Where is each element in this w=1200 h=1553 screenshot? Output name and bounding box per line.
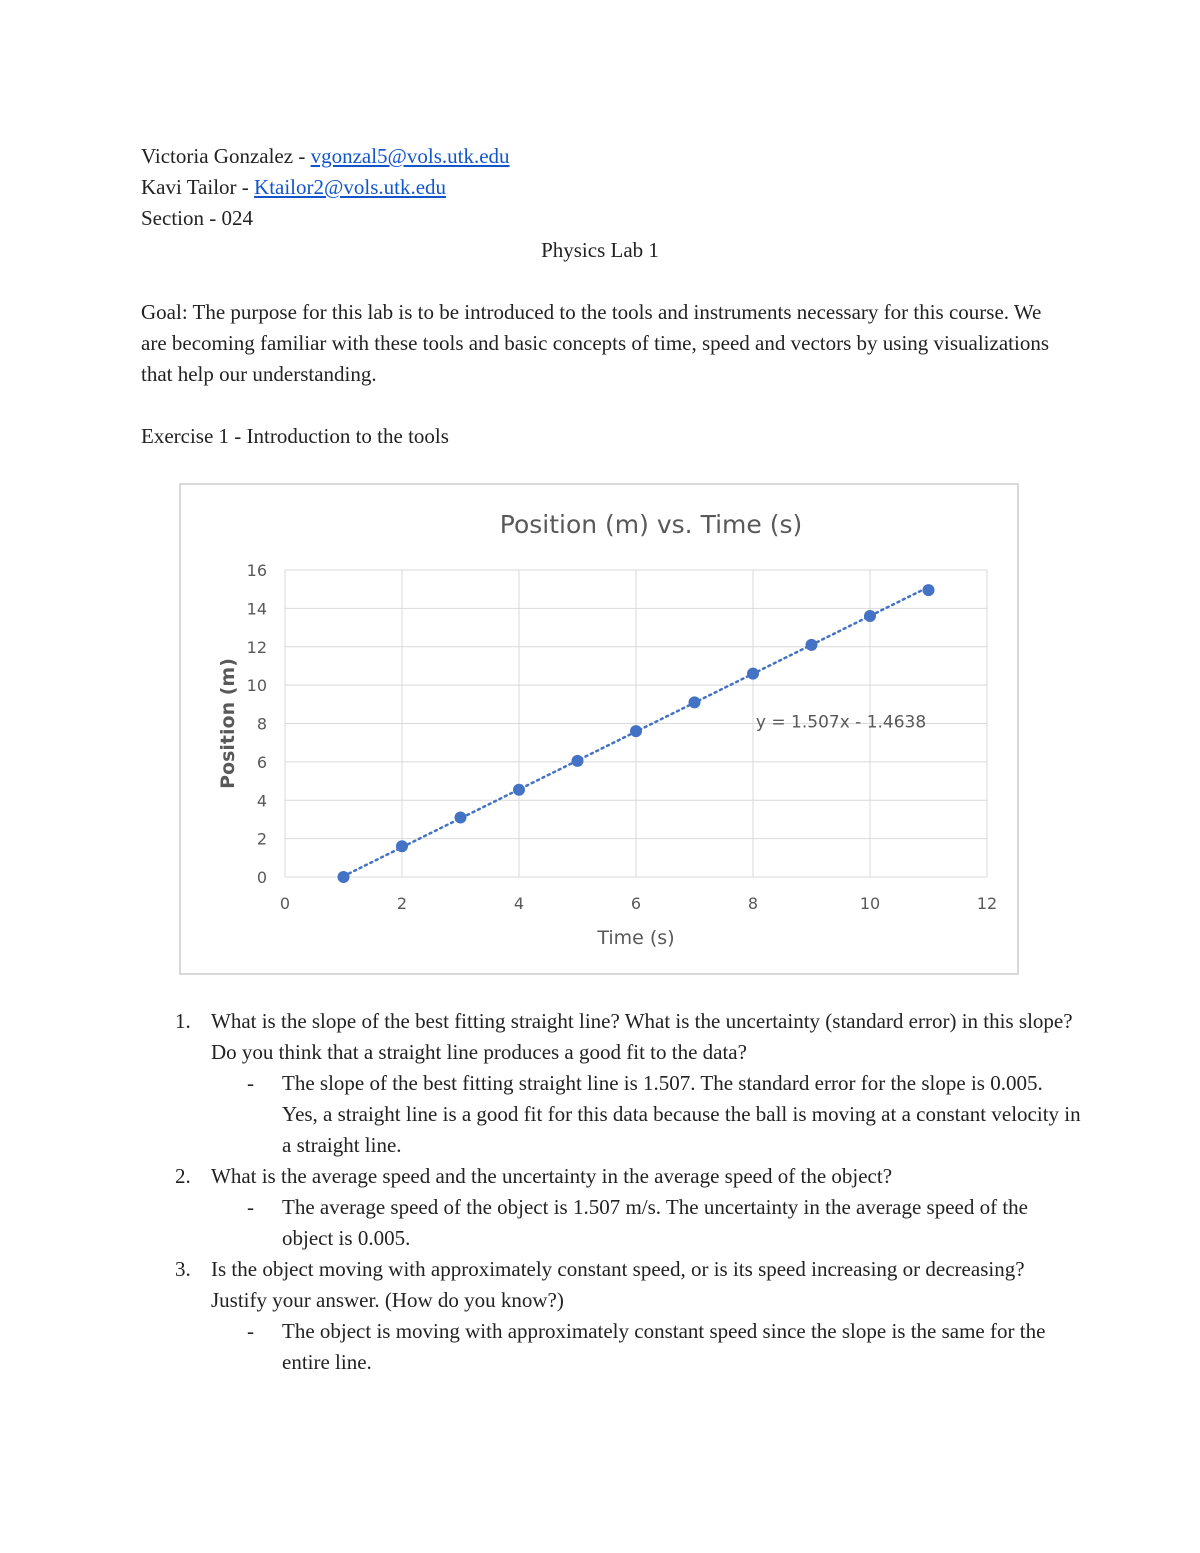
- author-2-name: Kavi Tailor -: [141, 175, 255, 199]
- answer-dash: -: [247, 1071, 254, 1095]
- question-number: 3.: [175, 1257, 191, 1281]
- question-text: What is the average speed and the uncertainty in the average speed of the object?: [211, 1164, 893, 1188]
- data-point: [864, 610, 876, 622]
- y-tick-label: 14: [246, 599, 267, 619]
- answer-item-2: [141, 1192, 1081, 1254]
- question-item-2: [141, 1161, 1081, 1192]
- y-tick-label: 2: [256, 829, 267, 849]
- answer-dash: -: [247, 1319, 254, 1343]
- answer-text: The average speed of the object is 1.507 m/s. The uncertainty in the average speed of the object is 0.005.: [282, 1195, 1029, 1250]
- y-tick-label: 6: [256, 752, 267, 772]
- data-point: [923, 584, 935, 596]
- question-number: 2.: [175, 1164, 191, 1188]
- trendline-equation: y = 1.507x - 1.4638: [755, 712, 927, 733]
- data-point: [572, 755, 584, 767]
- data-point: [747, 668, 759, 680]
- x-tick-label: 0: [279, 894, 291, 913]
- chart-frame: [179, 483, 1019, 975]
- document-title: Physics Lab 1: [541, 238, 659, 262]
- answer-text: The slope of the best fitting straight line is 1.507. The standard error for the slope is 0.005. Yes, a straight line is a good fit for this data because the ball is moving at a constant velocity in a straight line.: [282, 1071, 1081, 1157]
- x-tick-label: 2: [396, 894, 408, 913]
- data-point: [513, 784, 525, 796]
- x-tick-label: 6: [630, 894, 642, 913]
- data-point: [630, 725, 642, 737]
- question-text: Is the object moving with approximately constant speed, or is its speed increasing or decreasing? Justify your answer. (How do you know?): [211, 1257, 1025, 1312]
- answer-item-1: [141, 1068, 1081, 1161]
- section-line: Section - 024: [141, 206, 253, 230]
- data-point: [689, 696, 701, 708]
- y-tick-label: 10: [246, 676, 267, 696]
- question-item-3: [141, 1254, 1081, 1316]
- y-tick-label: 12: [246, 637, 267, 657]
- question-number: 1.: [175, 1009, 191, 1033]
- exercise-heading: Exercise 1 - Introduction to the tools: [141, 424, 449, 448]
- x-tick-label: 12: [976, 894, 998, 913]
- author-1-line: [141, 141, 510, 172]
- author-2-line: [141, 172, 446, 203]
- position-time-chart: [181, 485, 1017, 973]
- y-tick-label: 4: [256, 791, 267, 811]
- question-text: What is the slope of the best fitting straight line? What is the uncertainty (standard error) in this slope? Do you think that a straight line produces a good fit to the data?: [211, 1009, 1073, 1064]
- answer-dash: -: [247, 1195, 254, 1219]
- x-tick-label: 10: [859, 894, 881, 913]
- question-item-1: [141, 1006, 1081, 1068]
- x-axis-label: Time (s): [597, 927, 675, 949]
- goal-paragraph: Goal: The purpose for this lab is to be introduced to the tools and instruments necessary for this course. We are becoming familiar with these tools and basic concepts of time, speed and vectors by using visualizations that help our understanding.: [141, 300, 1050, 386]
- author-2-email-link[interactable]: Ktailor2@vols.utk.edu: [254, 175, 447, 199]
- data-point: [396, 840, 408, 852]
- x-tick-label: 4: [513, 894, 525, 913]
- data-point: [455, 812, 467, 824]
- author-1-name: Victoria Gonzalez -: [141, 144, 311, 168]
- chart-title: Position (m) vs. Time (s): [499, 510, 803, 539]
- y-axis-label: Position (m): [217, 658, 239, 789]
- author-1-email-link[interactable]: vgonzal5@vols.utk.edu: [310, 144, 510, 168]
- y-tick-label: 0: [256, 868, 267, 887]
- y-tick-label: 16: [246, 561, 267, 580]
- answer-text: The object is moving with approximately constant speed since the slope is the same for the entire line.: [282, 1319, 1046, 1374]
- answer-item-3: [141, 1316, 1081, 1378]
- y-tick-label: 8: [256, 714, 267, 734]
- question-list: [141, 1006, 1081, 1378]
- data-point: [806, 639, 818, 651]
- data-point: [338, 871, 350, 883]
- x-tick-label: 8: [747, 894, 759, 913]
